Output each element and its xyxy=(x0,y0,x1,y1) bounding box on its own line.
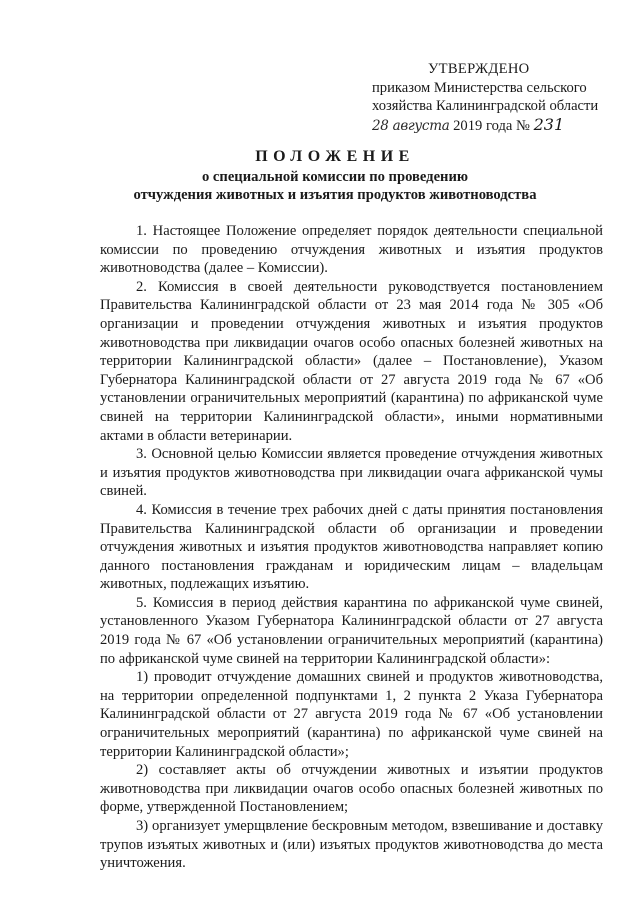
approval-line-1: приказом Министерства сельского xyxy=(372,79,587,96)
approval-year: 2019 года № xyxy=(453,117,530,134)
paragraph-2: 2. Комиссия в своей деятельности руководствуется постановлением Правительства Калининградской области от 23 мая 2014 года № 305 «Об организации и проведении отчуждения животных и изъятия продуктов животноводства при ликвидации очагов особо опасных болезней животных на территории Калининградской области» (далее – Постановление), Указом Губернатора Калининградской области от 27 августа 2019 года № 67 «Об установлении ограничительных мероприятий (карантина) по африканской чуме свиней на территории Калининградской области», иными нормативными актами в области ветеринарии. xyxy=(100,278,603,444)
subparagraph-3: 3) организует умерщвление бескровным методом, взвешивание и доставку трупов изъятых животных и (или) изъятых продуктов животноводства до места уничтожения. xyxy=(100,818,603,872)
title-main: ПОЛОЖЕНИЕ xyxy=(255,148,415,165)
subparagraph-1: 1) проводит отчуждение домашних свиней и продуктов животноводства, на территории определенной подпунктами 1, 2 пункта 2 Указа Губернатора Калининградской области от 27 августа 2019 года № 67 «Об установлении ограничительных мероприятий (карантина) по африканской чуме свиней на территории Калининградской области»; xyxy=(100,669,603,760)
approval-line-2: хозяйства Калининградской области xyxy=(372,98,599,114)
approval-heading: УТВЕРЖДЕНО xyxy=(428,61,530,77)
subparagraph-2: 2) составляет акты об отчуждении животных и изъятии продуктов животноводства при ликвидации очагов особо опасных болезней животных по форме, утвержденной Постановлением; xyxy=(100,762,603,816)
approval-stamp-block xyxy=(372,60,622,135)
handwritten-date: 28 августа xyxy=(372,117,450,134)
paragraph-3: 3. Основной целью Комиссии является проведение отчуждения животных и изъятия продуктов животноводства при ликвидации очага африканской чумы свиней. xyxy=(100,446,603,500)
paragraph-5: 5. Комиссия в период действия карантина по африканской чуме свиней, установленного Указом Губернатора Калининградской области от 27 августа 2019 года № 67 «Об установлении ограничительных мероприятий (карантина) по африканской чуме свиней на территории Калининградской области»: xyxy=(100,594,603,667)
title-sub-1: о специальной комиссии по проведению xyxy=(201,169,469,185)
approval-date-line xyxy=(372,116,622,136)
document-title xyxy=(0,146,640,204)
title-sub-2: отчуждения животных и изъятия продуктов животноводства xyxy=(133,187,537,203)
document-body xyxy=(100,222,603,873)
paragraph-4: 4. Комиссия в течение трех рабочих дней с даты принятия постановления Правительства Калининградской области об организации и проведении отчуждения животных и изъятия продуктов животноводства направляет копию данного постановления гражданам и юридическим лицам – владельцам животных, подлежащих изъятию. xyxy=(100,501,603,593)
paragraph-1: 1. Настоящее Положение определяет порядок деятельности специальной комиссии по проведению отчуждения животных и изъятия продуктов животноводства (далее – Комиссии). xyxy=(100,223,603,277)
handwritten-number: 231 xyxy=(533,114,565,134)
